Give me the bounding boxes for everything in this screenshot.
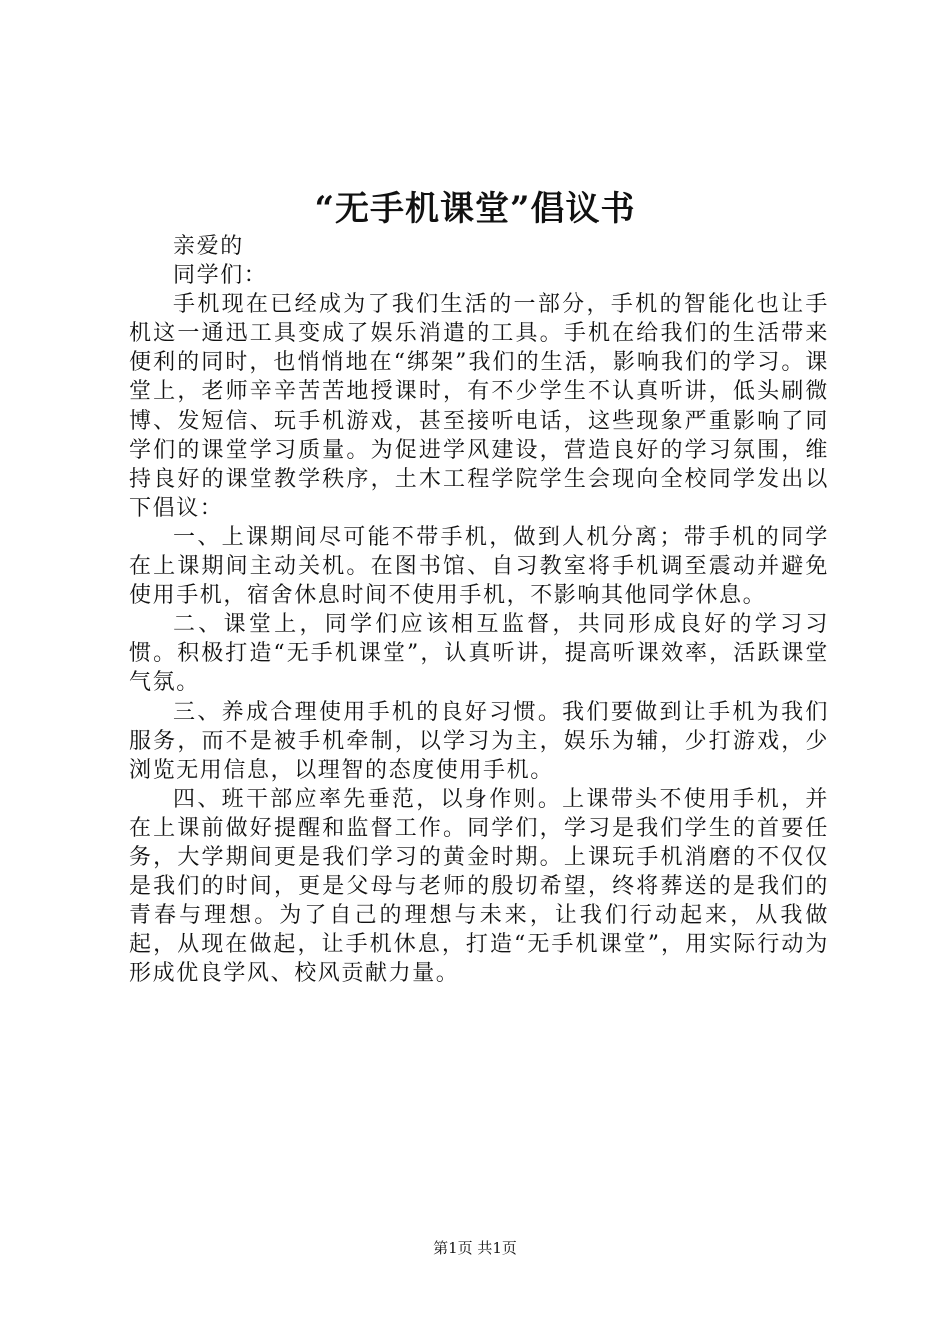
paragraph-item-2: 二、课堂上，同学们应该相互监督，共同形成良好的学习习惯。积极打造“无手机课堂”，认真听讲，提高听课效率，活跃课堂气氛。 (129, 612, 829, 696)
document-title: “无手机课堂”倡议书 (314, 189, 636, 229)
paragraph-intro: 手机现在已经成为了我们生活的一部分，手机的智能化也让手机这一通迅工具变成了娱乐消遣的工具。手机在给我们的生活带来便利的同时，也悄悄地在“绑架”我们的生活，影响我们的学习。课堂上，老师辛辛苦苦地授课时，有不少学生不认真听讲，低头刷微博、发短信、玩手机游戏，甚至接听电话，这些现象严重影响了同学们的课堂学习质量。为促进学风建设，营造良好的学习氛围，维持良好的课堂教学秩序，土木工程学院学生会现向全校同学发出以下倡议： (129, 292, 829, 521)
salutation-line-2: 同学们： (173, 263, 268, 289)
page-number-footer: 第1页 共1页 (433, 1239, 517, 1257)
document-body (129, 232, 829, 988)
paragraph-item-1: 一、上课期间尽可能不带手机，做到人机分离；带手机的同学在上课期间主动关机。在图书馆、自习教室将手机调至震动并避免使用手机，宿舍休息时间不使用手机，不影响其他同学休息。 (129, 524, 829, 609)
salutation-line-1: 亲爱的 (173, 234, 244, 259)
paragraph-item-3: 三、养成合理使用手机的良好习惯。我们要做到让手机为我们服务，而不是被手机牵制，以学习为主，娱乐为辅，少打游戏，少浏览无用信息，以理智的态度使用手机。 (129, 699, 829, 783)
paragraph-item-4: 四、班干部应率先垂范，以身作则。上课带头不使用手机，并在上课前做好提醒和监督工作。同学们，学习是我们学生的首要任务，大学期间更是我们学习的黄金时期。上课玩手机消磨的不仅仅是我们的时间，更是父母与老师的殷切希望，终将葬送的是我们的青春与理想。为了自己的理想与未来，让我们行动起来，从我做起，从现在做起，让手机休息，打造“无手机课堂”，用实际行动为形成优良学风、校风贡献力量。 (129, 786, 829, 987)
